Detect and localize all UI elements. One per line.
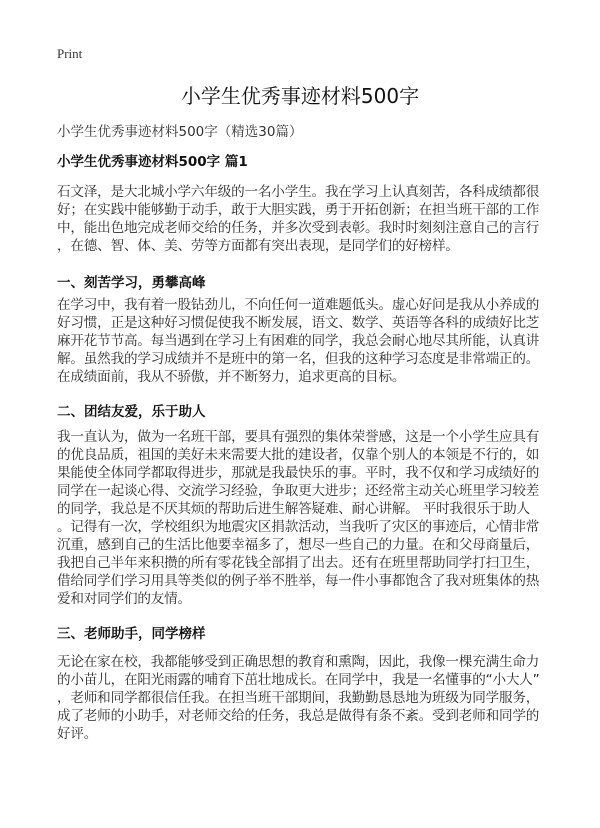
section-paragraph [57, 428, 557, 608]
text-line: 的优良品质，祖国的美好未来需要大批的建设者，仅靠个别人的本领是不行的，如 [57, 447, 540, 463]
text-line: ，在德、智、体、美、劳等方面都有突出表现，是同学们的好榜样。 [57, 238, 459, 254]
text-line: 我把自己半年来积攒的所有零花钱全部捐了出去。还有在班里帮助同学打扫卫生， [57, 555, 540, 571]
text-line: 在成绩面前，我从不骄傲，并不断努力，追求更高的目标。 [57, 369, 406, 385]
page-title: 小学生优秀事迹材料500字 [180, 84, 420, 108]
text-line: 的小苗儿，在阳光雨露的哺育下茁壮地成长。在同学中，我是一名懂事的“小大人” [57, 672, 540, 688]
subtitle: 小学生优秀事迹材料500字（精选30篇） [57, 124, 303, 140]
text-line: 成了老师的小助手，对老师交给的任务，我总是做得有条不紊。受到老师和同学的 [57, 708, 540, 724]
section-heading: 二、团结友爱，乐于助人 [57, 404, 206, 420]
text-line: 好评。 [57, 726, 98, 742]
section-paragraph [57, 653, 557, 743]
text-line: 果能使全体同学都取得进步，那就是我最快乐的事。平时，我不仅和学习成绩好的 [57, 465, 540, 481]
text-line: 好习惯，正是这种好习惯促使我不断发展，语文、数学、英语等各科的成绩好比芝 [57, 315, 540, 331]
section-heading: 一、刻苦学习，勇攀高峰 [57, 275, 206, 291]
text-line: 好；在实践中能够勤于动手，敢于大胆实践，勇于开拓创新；在担当班干部的工作 [57, 202, 540, 218]
text-line: 解。虽然我的学习成绩并不是班中的第一名，但我的这种学习态度是非常端正的。 [57, 351, 540, 367]
text-line: 的同学，我总是不厌其烦的帮助后进生解答疑难、耐心讲解。 平时我很乐于助人 [57, 501, 530, 517]
print-link[interactable]: Print [57, 46, 83, 61]
section-heading: 三、老师助手，同学榜样 [57, 626, 206, 642]
section-paragraph [57, 296, 557, 386]
text-line: 中，能出色地完成老师交给的任务，并多次受到表彰。我时时刻刻注意自己的言行 [57, 220, 540, 236]
text-line: 麻开花节节高。每当遇到在学习上有困难的同学，我总会耐心地尽其所能，认真讲 [57, 333, 540, 349]
text-line: 同学在一起谈心得、交流学习经验，争取更大进步；还经常主动关心班里学习较差 [57, 483, 540, 499]
text-line: 无论在家在校，我都能够受到正确思想的教育和熏陶，因此，我像一棵充满生命力 [57, 654, 540, 670]
text-line: ，老师和同学都很信任我。在担当班干部期间，我勤勤恳恳地为班级为同学服务， [57, 690, 540, 706]
intro-paragraph [57, 183, 557, 255]
text-line: 石文泽，是大北城小学六年级的一名小学生。我在学习上认真刻苦，各科成绩都很 [57, 184, 540, 200]
text-line: 爱和对同学们的友情。 [57, 591, 191, 607]
text-line: 借给同学们学习用具等类似的例子举不胜举，每一件小事都饱含了我对班集体的热 [57, 573, 540, 589]
text-line: 我一直认为，做为一名班干部，要具有强烈的集体荣誉感，这是一个小学生应具有 [57, 429, 540, 445]
text-line: 沉重，感到自己的生活比他要幸福多了，想尽一些自己的力量。在和父母商量后， [57, 537, 540, 553]
text-line: 在学习中，我有着一股钻劲儿，不向任何一道难题低头。虚心好问是我从小养成的 [57, 297, 540, 313]
section-title: 小学生优秀事迹材料500字 篇1 [57, 154, 248, 170]
text-line: 。记得有一次，学校组织为地震灾区捐款活动，当我听了灾区的事迹后，心情非常 [57, 519, 540, 535]
